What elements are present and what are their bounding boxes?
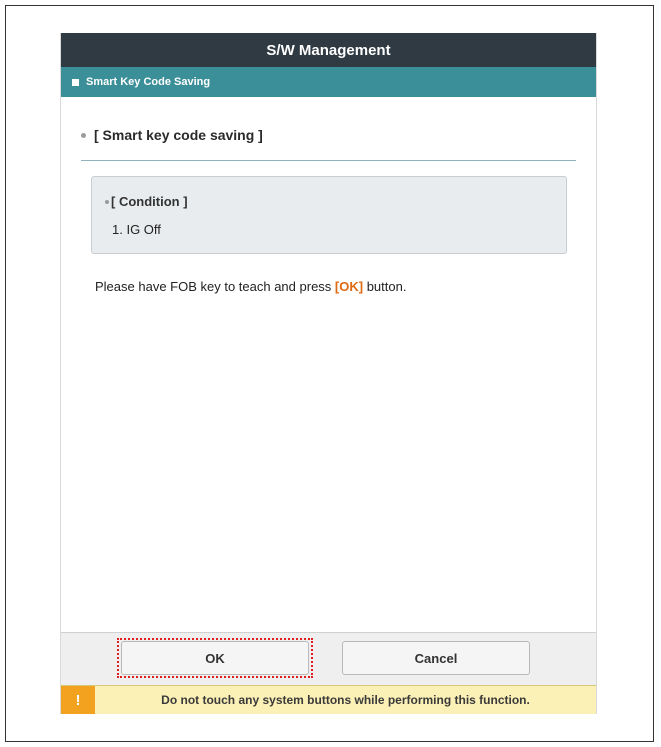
subheader-bar	[61, 67, 596, 97]
square-icon	[72, 79, 79, 86]
bullet-icon	[105, 200, 109, 204]
instruction-text	[95, 279, 406, 294]
section-divider	[81, 160, 576, 161]
condition-box	[91, 176, 567, 254]
subheader-title: Smart Key Code Saving	[86, 76, 211, 88]
exclamation-icon: !	[61, 686, 95, 714]
window-title: S/W Management	[266, 41, 391, 59]
condition-heading	[105, 194, 188, 209]
section-title-text: [ Smart key code saving ]	[94, 127, 263, 143]
instruction-before: Please have FOB key to teach and press	[95, 279, 335, 294]
section-heading	[81, 127, 263, 143]
button-bar	[61, 632, 596, 685]
instruction-after: button.	[363, 279, 407, 294]
ok-button[interactable]: OK	[121, 641, 309, 675]
condition-item: 1. IG Off	[112, 222, 161, 237]
condition-title-text: [ Condition ]	[111, 194, 188, 209]
warning-text: Do not touch any system buttons while performing this function.	[161, 693, 530, 707]
instruction-ok-highlight: [OK]	[334, 279, 364, 294]
bullet-icon	[81, 133, 86, 138]
warning-bar	[61, 685, 596, 714]
app-window	[60, 33, 597, 714]
title-bar	[61, 33, 596, 67]
cancel-button[interactable]: Cancel	[342, 641, 530, 675]
